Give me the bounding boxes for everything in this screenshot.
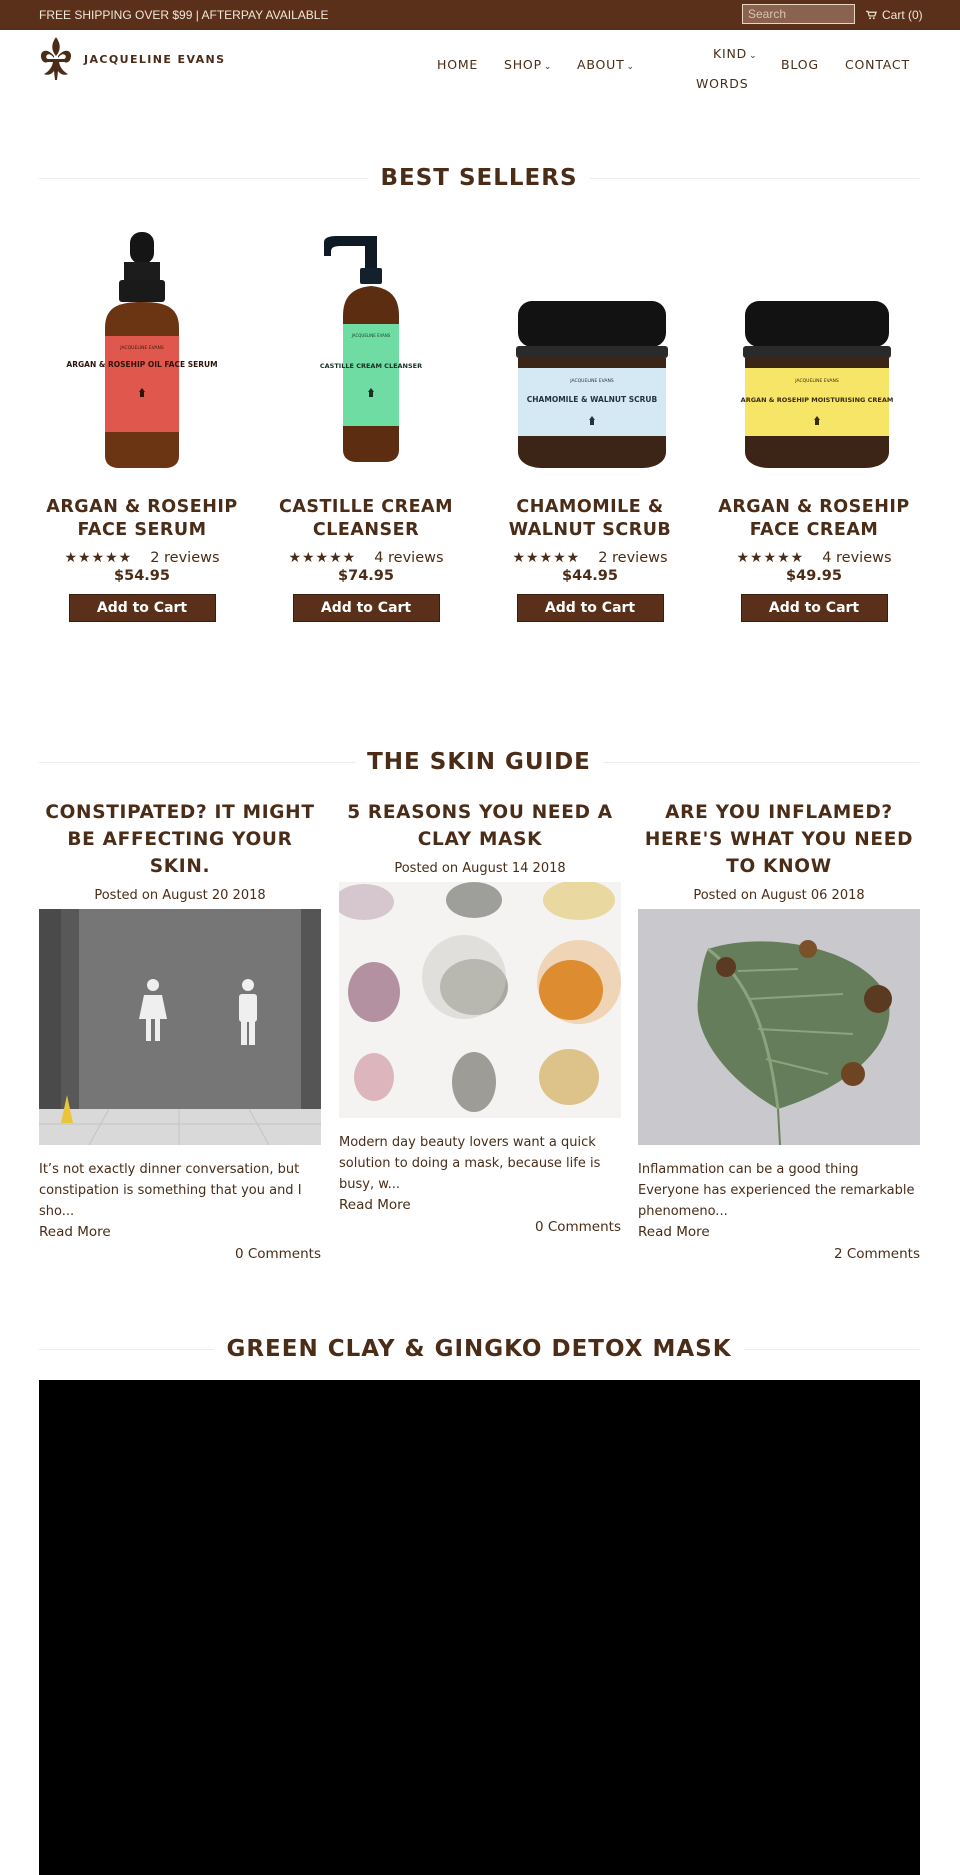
star-rating-icon: ★★★★★ [288,550,357,566]
post-excerpt: Modern day beauty lovers want a quick solution to doing a mask, because life is busy, w... [339,1135,601,1192]
read-more-link[interactable]: Read More [339,1197,411,1213]
post-date: Posted on August 14 2018 [394,861,566,876]
nav-blog-label: BLOG [781,57,819,72]
fleur-de-lis-icon [38,36,74,82]
product-label-brand: JACQUELINE EVANS [570,379,614,384]
nav-about-label: ABOUT [577,57,625,72]
product-name[interactable]: CASTILLE CREAM CLEANSER [278,497,454,540]
post-title[interactable]: ARE YOU INFLAMED? HERE'S WHAT YOU NEED TO KNOW [644,802,914,877]
post-excerpt: It’s not exactly dinner conversation, but constipation is something that you and I sho... [39,1162,302,1219]
post-image[interactable] [638,909,920,1145]
add-to-cart-button[interactable]: Add to Cart [517,594,664,622]
product-card[interactable] [485,228,695,622]
cart-label: Cart (0) [882,8,923,22]
post-date: Posted on August 06 2018 [693,888,865,903]
star-rating-icon: ★★★★★ [512,550,581,566]
announcement-bar [0,0,960,30]
nav-kind-words[interactable] [713,46,757,61]
nav-kind-label: KIND [713,46,748,61]
blog-post [339,799,621,1235]
video-section-heading [39,1334,919,1364]
brand-logo[interactable] [38,36,225,82]
nav-home[interactable] [437,57,478,72]
product-card[interactable] [261,228,471,622]
product-rating [709,550,919,566]
best-sellers-title: BEST SELLERS [368,165,589,191]
product-image[interactable] [709,228,919,478]
review-count[interactable]: 2 reviews [150,550,220,566]
product-label-name: ARGAN & ROSEHIP OIL FACE SERUM [66,360,218,369]
product-label-brand: JACQUELINE EVANS [795,379,839,384]
comments-count[interactable]: 0 Comments [534,1219,621,1235]
chevron-down-icon: ⌄ [749,51,758,61]
product-label-name: ARGAN & ROSEHIP MOISTURISING CREAM [740,396,894,404]
post-title[interactable]: CONSTIPATED? IT MIGHT BE AFFECTING YOUR SKIN. [45,802,315,877]
nav-shop-label: SHOP [504,57,542,72]
brand-name: JACQUELINE EVANS [84,52,226,66]
product-rating [37,550,247,566]
product-name[interactable]: CHAMOMILE & WALNUT SCRUB [508,497,672,540]
post-image[interactable] [339,882,621,1118]
product-label-name: CHAMOMILE & WALNUT SCRUB [526,395,658,404]
nav-words-line[interactable] [696,76,748,91]
star-rating-icon: ★★★★★ [736,550,805,566]
chevron-down-icon: ⌄ [626,62,635,72]
product-card[interactable] [37,228,247,622]
product-name[interactable]: ARGAN & ROSEHIP FACE CREAM [718,497,910,540]
add-to-cart-button[interactable]: Add to Cart [293,594,440,622]
nav-blog[interactable] [781,57,819,72]
search-input[interactable]: Search [742,4,855,24]
read-more-link[interactable]: Read More [39,1224,111,1240]
post-title[interactable]: 5 REASONS YOU NEED A CLAY MASK [347,802,613,850]
product-price: $49.95 [786,568,842,584]
product-card[interactable] [709,228,919,622]
post-image[interactable] [39,909,321,1145]
add-to-cart-button[interactable]: Add to Cart [69,594,216,622]
product-price: $74.95 [338,568,394,584]
product-label-brand: JACQUELINE EVANS [120,346,164,351]
product-image[interactable] [261,228,471,478]
product-name[interactable]: ARGAN & ROSEHIP FACE SERUM [46,497,238,540]
nav-about[interactable] [577,57,635,72]
chevron-down-icon: ⌄ [543,62,553,72]
star-rating-icon: ★★★★★ [64,550,133,566]
product-rating [261,550,471,566]
comments-count[interactable]: 0 Comments [234,1246,321,1262]
review-count[interactable]: 4 reviews [374,550,444,566]
read-more-link[interactable]: Read More [638,1224,710,1240]
blog-post [39,799,321,1262]
add-to-cart-button[interactable]: Add to Cart [741,594,888,622]
nav-contact-label: CONTACT [845,57,910,72]
nav-words-label: WORDS [696,76,749,91]
nav-shop[interactable] [504,57,552,72]
post-excerpt: Inflammation can be a good thing Everyone has experienced the remarkable phenomeno... [638,1162,915,1219]
nav-home-label: HOME [437,57,479,72]
video-section-title: GREEN CLAY & GINGKO DETOX MASK [214,1336,743,1362]
product-rating [485,550,695,566]
promo-text: FREE SHIPPING OVER $99 | AFTERPAY AVAILABLE [39,8,329,22]
comments-count[interactable]: 2 Comments [833,1246,920,1262]
product-price: $44.95 [562,568,618,584]
product-label-name: CASTILLE CREAM CLEANSER [319,362,423,370]
best-sellers-heading [39,163,919,193]
review-count[interactable]: 4 reviews [822,550,892,566]
product-image[interactable] [37,228,247,478]
product-label-brand: JACQUELINE EVANS [351,333,391,338]
product-price: $54.95 [114,568,170,584]
nav-contact[interactable] [845,57,910,72]
skin-guide-heading [39,747,919,777]
product-image[interactable] [485,228,695,478]
skin-guide-title: THE SKIN GUIDE [355,749,603,775]
review-count[interactable]: 2 reviews [598,550,668,566]
video-player[interactable] [39,1380,920,1875]
cart-icon [866,10,877,20]
blog-post [638,799,920,1262]
cart-link[interactable] [866,8,923,22]
post-date: Posted on August 20 2018 [94,888,266,903]
